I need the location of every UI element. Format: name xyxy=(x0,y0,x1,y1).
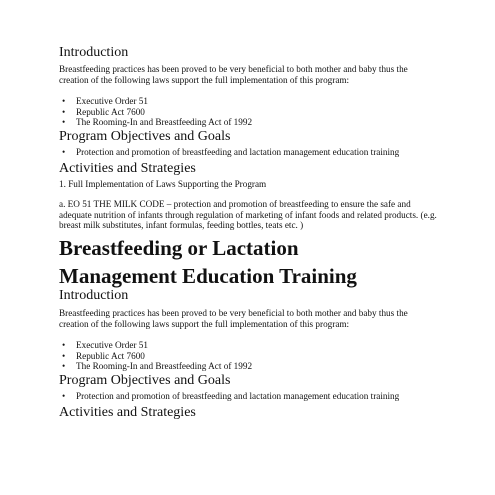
bullet-icon: • xyxy=(62,106,66,117)
list-item: • Protection and promotion of breastfeeding and lactation management education training xyxy=(62,146,400,157)
objectives-list xyxy=(59,391,439,402)
activity-subitem: a. EO 51 THE MILK CODE – protection and promotion of breastfeeding to ensure the safe and adequate nutrition of infants through regulation of marketing of infant foods and related products. (e.g. breast milk substitutes, infant formulas, feeding bottles, teats etc. ) xyxy=(59,199,437,231)
intro-paragraph: Breastfeeding practices has been proved to be very beneficial to both mother and baby thus the creation of the following laws support the full implementation of this program: xyxy=(59,64,408,85)
list-item: • Executive Order 51 xyxy=(62,96,148,107)
activities-heading: Activities and Strategies xyxy=(59,160,196,176)
bullet-icon: • xyxy=(62,117,66,128)
bullet-icon: • xyxy=(62,340,66,351)
bullet-icon: • xyxy=(62,390,66,401)
bullet-icon: • xyxy=(62,361,66,372)
activity-item: 1. Full Implementation of Laws Supporting the Program xyxy=(59,178,267,189)
list-item: • Protection and promotion of breastfeeding and lactation management education training xyxy=(62,390,400,401)
intro-heading: Introduction xyxy=(59,287,129,303)
list-item: • Executive Order 51 xyxy=(62,340,148,351)
document-title-line-2: Management Education Training xyxy=(59,263,357,288)
intro-heading: Introduction xyxy=(59,45,129,60)
document-title-line-1: Breastfeeding or Lactation xyxy=(59,235,299,260)
intro-paragraph: Breastfeeding practices has been proved to be very beneficial to both mother and baby thus the creation of the following laws support the full implementation of this program: xyxy=(59,307,408,329)
document-page xyxy=(59,40,439,421)
bullet-icon: • xyxy=(62,96,66,107)
laws-list xyxy=(59,340,439,372)
list-item: • Republic Act 7600 xyxy=(62,106,145,117)
list-item: • Republic Act 7600 xyxy=(62,350,145,361)
objectives-list xyxy=(59,147,439,158)
bullet-icon: • xyxy=(62,146,66,157)
bullet-icon: • xyxy=(62,350,66,361)
list-item: • The Rooming-In and Breastfeeding Act of 1992 xyxy=(62,117,253,128)
laws-list xyxy=(59,96,439,128)
list-item: • The Rooming-In and Breastfeeding Act of 1992 xyxy=(62,361,253,372)
objectives-heading: Program Objectives and Goals xyxy=(59,372,231,388)
activities-heading: Activities and Strategies xyxy=(59,404,196,420)
objectives-heading: Program Objectives and Goals xyxy=(59,128,231,144)
